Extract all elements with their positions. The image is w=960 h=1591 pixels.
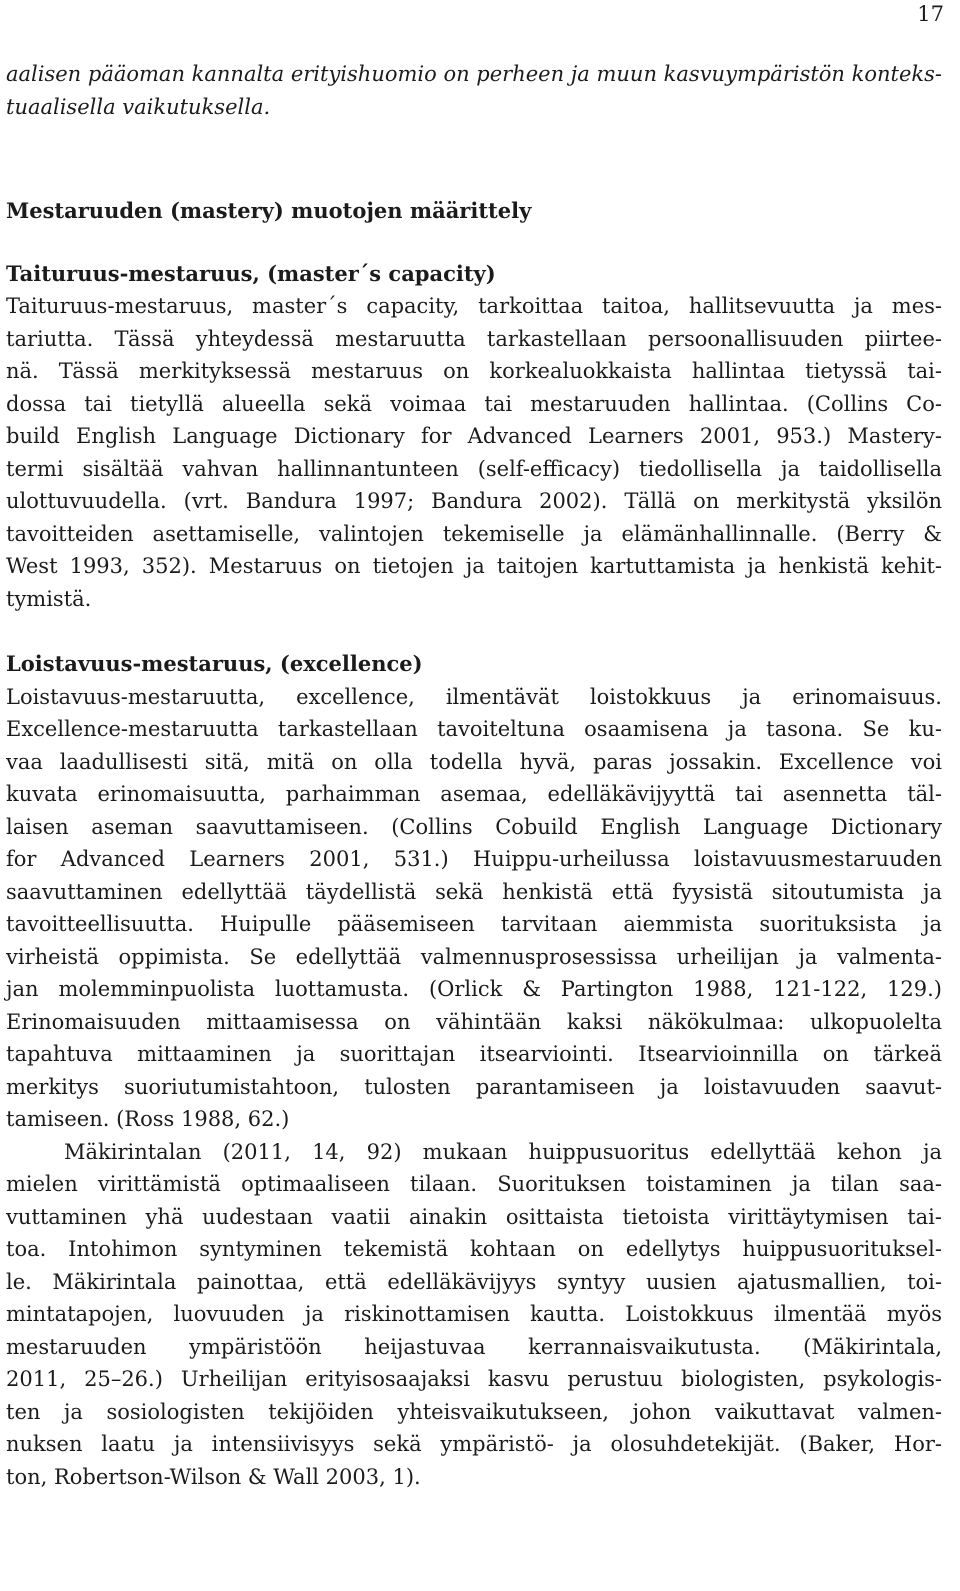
text-line: for Advanced Learners 2001, 531.) Huippu-urheilussa loistavuusmestaruuden <box>6 847 942 871</box>
text-line: tymistä. <box>6 586 92 611</box>
text-line: toa. Intohimon syntyminen tekemistä kohtaan on edellytys huippusuorituksel- <box>6 1237 942 1261</box>
text-line: virheistä oppimista. Se edellyttää valmennusprosessissa urheilijan ja valmenta- <box>6 944 942 969</box>
text-line: laisen aseman saavuttamiseen. (Collins Cobuild English Language Dictionary <box>6 814 942 839</box>
text-line: jan molemminpuolista luottamusta. (Orlick & Partington 1988, 121-122, 129.) <box>6 977 942 1001</box>
text-line: Mäkirintalan (2011, 14, 92) mukaan huippusuoritus edellyttää kehon ja <box>64 1139 942 1164</box>
text-line: mielen virittämistä optimaaliseen tilaan. Suorituksen toistaminen ja tilan saa- <box>6 1172 942 1196</box>
text-line: le. Mäkirintala painottaa, että edelläkävijyys syntyy uusien ajatusmallien, toi- <box>6 1269 942 1294</box>
subsection-heading-excellence: Loistavuus-mestaruus, (excellence) <box>6 651 423 676</box>
text-line: ton, Robertson-Wilson & Wall 2003, 1). <box>6 1464 421 1489</box>
text-line: kuvata erinomaisuutta, parhaimman asemaa, edelläkävijyyttä tai asennetta täl- <box>6 782 942 806</box>
text-line: mintatapojen, luovuuden ja riskinottamisen kautta. Loistokkuus ilmentää myös <box>6 1302 942 1326</box>
text-line: aalisen pääoman kannalta erityishuomio on perheen ja muun kasvuympäristön konteks- <box>6 62 942 86</box>
text-line: Taituruus-mestaruus, master´s capacity, tarkoittaa taitoa, hallitsevuutta ja mes- <box>6 294 942 318</box>
text-line: nuksen laatu ja intensiivisyys sekä ympäristö- ja olosuhdetekijät. (Baker, Hor- <box>6 1432 942 1456</box>
paragraph-excellence <box>6 681 942 1136</box>
paragraph-capacity <box>6 290 942 615</box>
text-line: ten ja sosiologisten tekijöiden yhteisvaikutukseen, johon vaikuttavat valmen- <box>6 1399 942 1424</box>
text-line: Loistavuus-mestaruutta, excellence, ilmentävät loistokkuus ja erinomaisuus. <box>6 684 942 709</box>
text-line: Excellence-mestaruutta tarkastellaan tavoiteltuna osaamisena ja tasona. Se ku- <box>6 717 942 741</box>
text-line: vaa laadullisesti sitä, mitä on olla todella hyvä, paras jossakin. Excellence voi <box>6 749 942 774</box>
text-line: vuttaminen yhä uudestaan vaatii ainakin osittaista tietoista virittäytymisen tai- <box>6 1204 942 1229</box>
text-line: merkitys suoriutumistahtoon, tulosten parantamiseen ja loistavuuden saavut- <box>6 1074 942 1099</box>
text-line: ulottuvuudella. (vrt. Bandura 1997; Bandura 2002). Tällä on merkitystä yksilön <box>6 489 942 513</box>
text-line: mestaruuden ympäristöön heijastuvaa kerrannaisvaikutusta. (Mäkirintala, <box>6 1334 942 1359</box>
text-line: dossa tai tietyllä alueella sekä voimaa tai mestaruuden hallintaa. (Collins Co- <box>6 391 942 416</box>
text-line: build English Language Dictionary for Advanced Learners 2001, 953.) Mastery- <box>6 424 942 448</box>
text-line: tariutta. Tässä yhteydessä mestaruutta tarkastellaan persoonallisuuden piirtee- <box>6 326 942 351</box>
text-line: Erinomaisuuden mittaamisessa on vähintään kaksi näkökulmaa: ulkopuolelta <box>6 1009 942 1034</box>
section-heading: Mestaruuden (mastery) muotojen määrittely <box>6 198 532 223</box>
subsection-heading-capacity: Taituruus-mestaruus, (master´s capacity) <box>6 260 496 286</box>
text-line: 2011, 25–26.) Urheilijan erityisosaajaksi kasvu perustuu biologisten, psykologis- <box>6 1367 942 1391</box>
text-line: termi sisältää vahvan hallinnantunteen (self-efficacy) tiedollisella ja taidollisella <box>6 456 942 481</box>
text-line: tapahtuva mittaaminen ja suorittajan itsearviointi. Itsearvioinnilla on tärkeä <box>6 1042 942 1066</box>
text-line: tavoitteiden asettamiselle, valintojen tekemiselle ja elämänhallinnalle. (Berry & <box>6 521 942 546</box>
intro-paragraph <box>6 58 942 123</box>
text-line: West 1993, 352). Mestaruus on tietojen ja taitojen kartuttamista ja henkistä kehit- <box>6 554 942 578</box>
text-line: tuaalisella vaikutuksella. <box>6 94 271 119</box>
text-line: nä. Tässä merkityksessä mestaruus on korkealuokkaista hallintaa tietyssä tai- <box>6 359 942 383</box>
page-number: 17 <box>917 2 944 26</box>
page-content <box>6 58 942 1493</box>
text-line: tavoitteellisuutta. Huipulle pääsemiseen tarvitaan aiemmista suorituksista ja <box>6 912 942 936</box>
text-line: tamiseen. (Ross 1988, 62.) <box>6 1107 290 1131</box>
paragraph-makirintala <box>6 1136 942 1494</box>
text-line: saavuttaminen edellyttää täydellistä sekä henkistä että fyysistä sitoutumista ja <box>6 879 942 904</box>
